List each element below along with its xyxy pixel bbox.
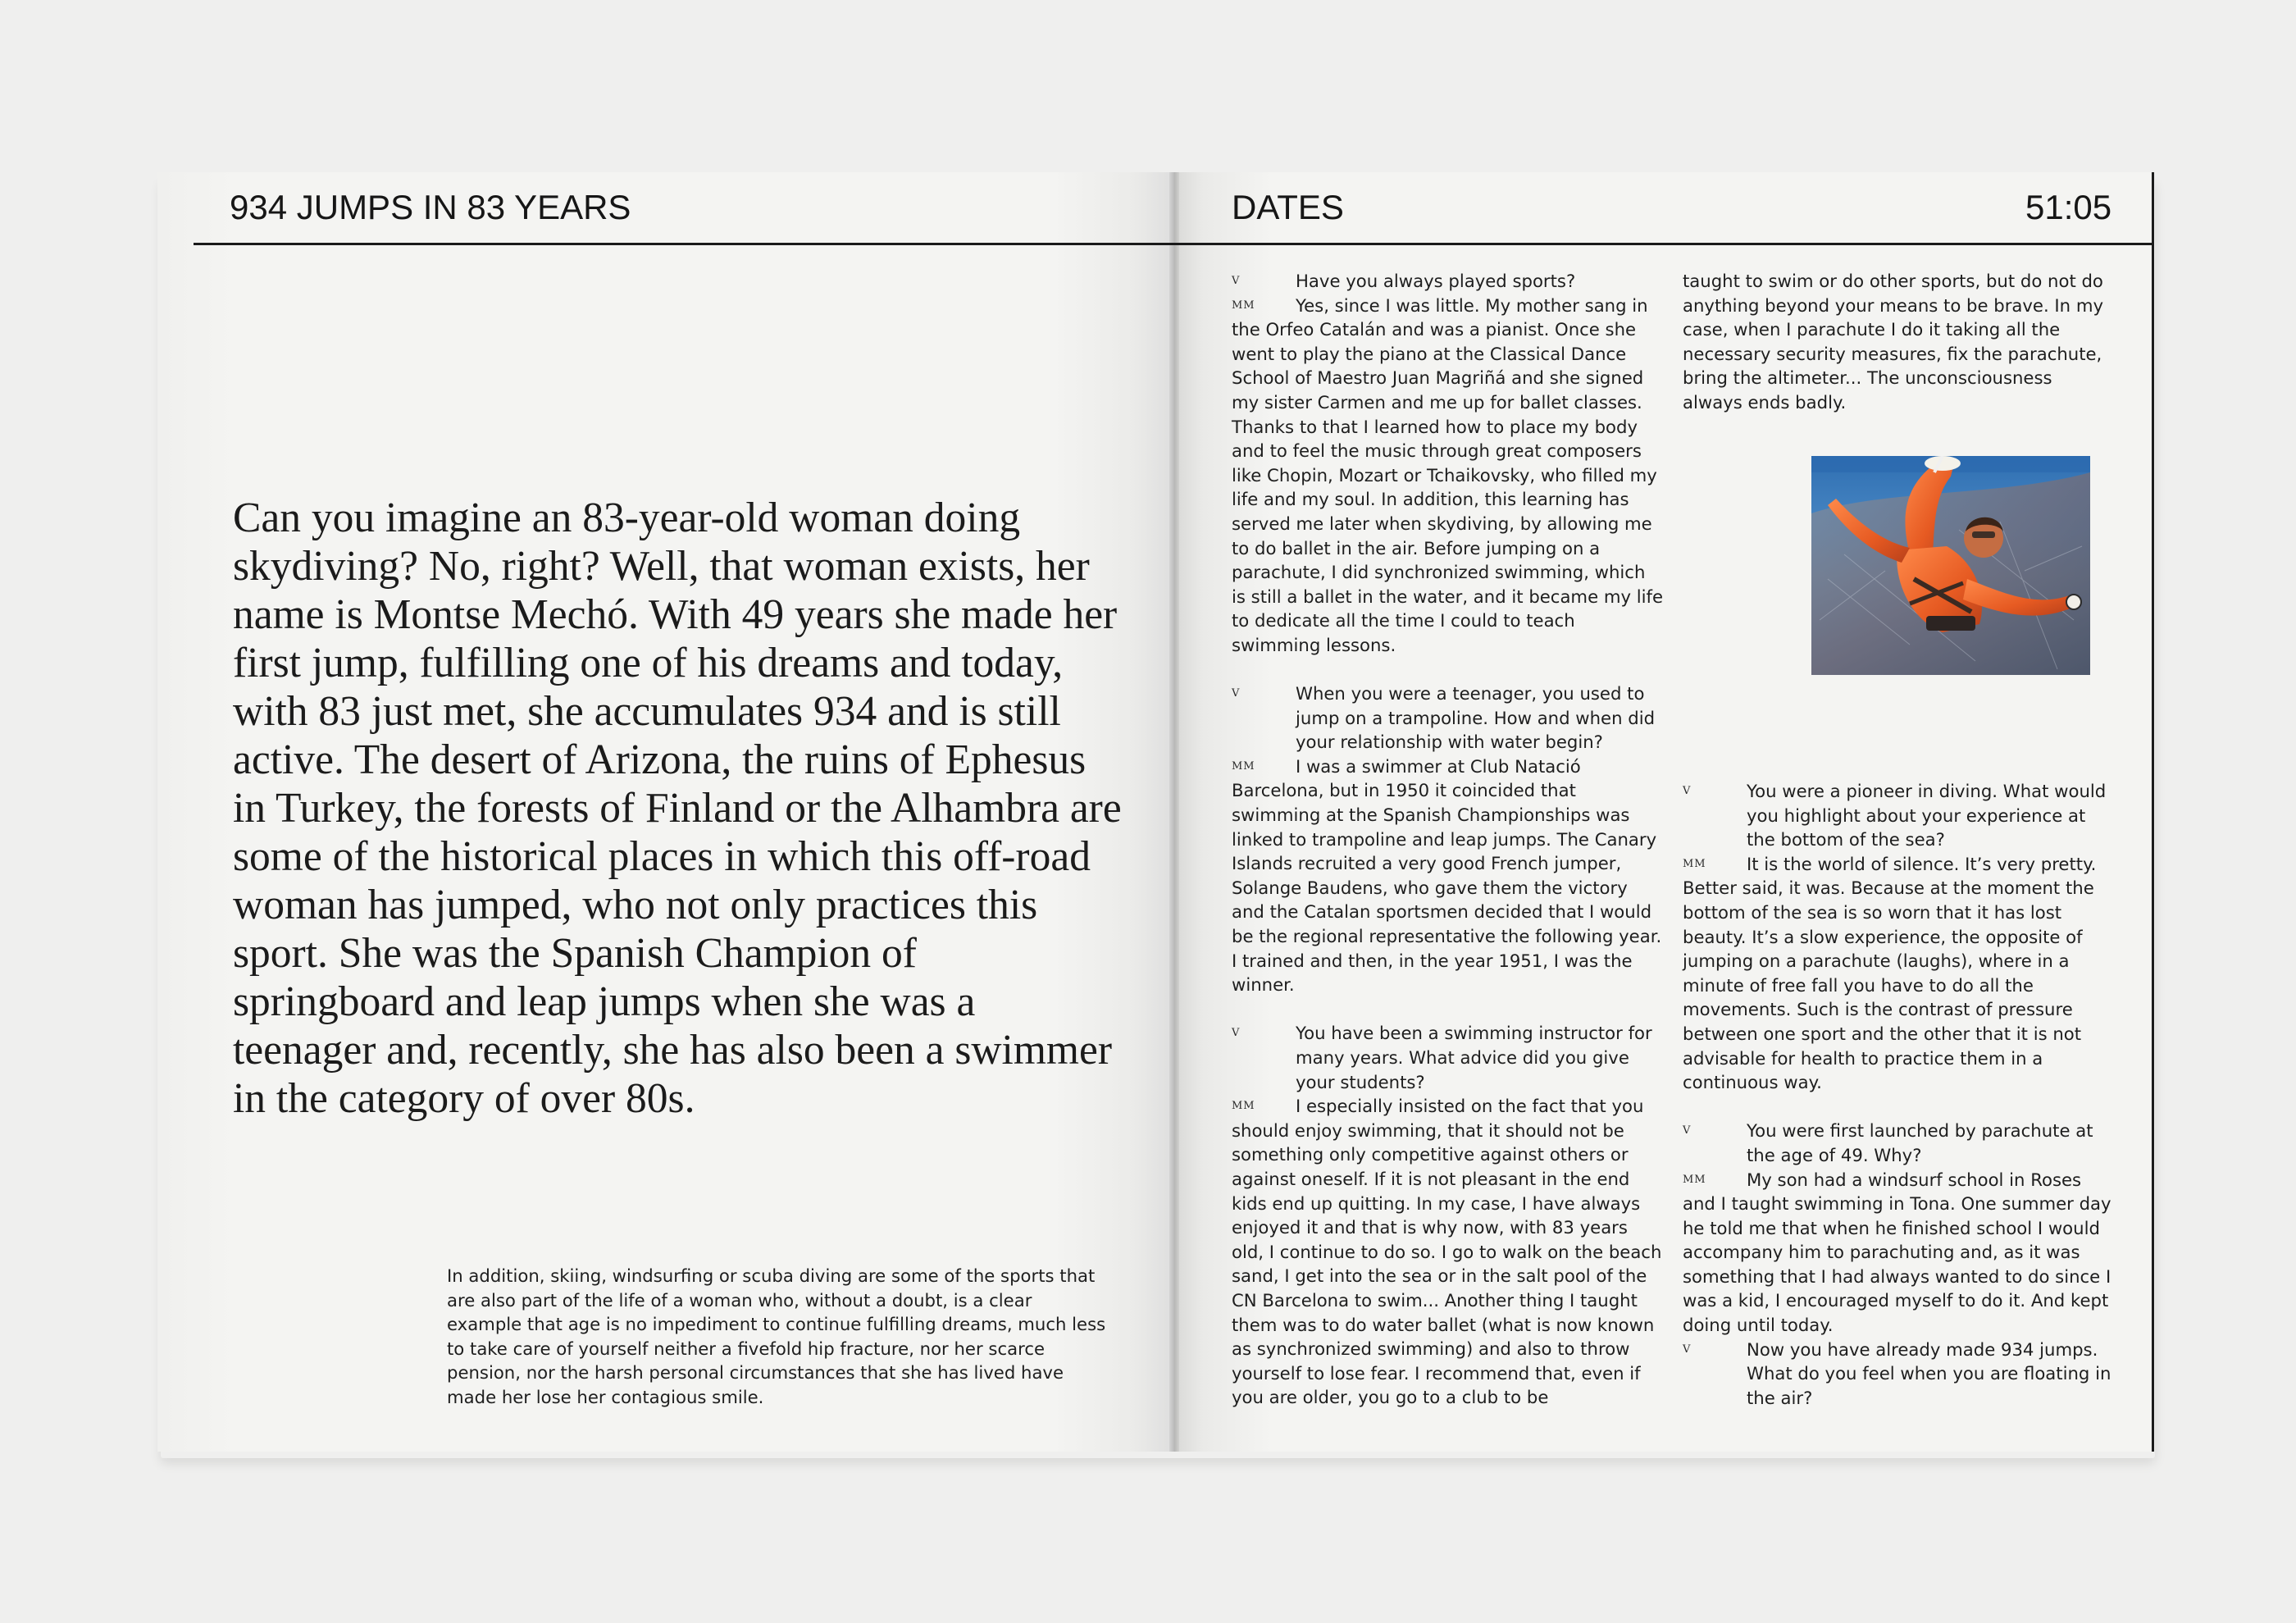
question-text: When you were a teenager, you used to jump on a trampoline. How and when did your relationship with water begin? [1296, 683, 1656, 753]
qa-block [1683, 1119, 2116, 1337]
qa-block [1232, 269, 1665, 658]
answer-text: My son had a windsurf school in Roses and I taught swimming in Tona. One summer day he told me that when he finished school I would accompany him to parachuting and, as it was something that I had always wanted to do since I was a kid, I encouraged myself to do it. And kept doing until today. [1683, 1169, 2112, 1336]
page-number: 51:05 [2025, 188, 2112, 226]
interview-answer [1232, 755, 1665, 997]
answer-text: I was a swimmer at Club Natació Barcelona, but in 1950 it coincided that swimming at the Spanish Championships was linked to trampoline and leap jumps. The Canary Islands recruited a very good French jumper, Solange Baudens, who gave them the victory and the Catalan sportsmen decided that I would be the regional representative the following year. I trained and then, in the year 1951, I was the winner. [1232, 755, 1662, 996]
qa-block [1232, 1021, 1665, 1410]
question-marker: V [1232, 275, 1241, 287]
question-marker: V [1683, 1343, 1692, 1356]
interview-column-1 [1232, 269, 1665, 1434]
answer-marker: MM [1683, 857, 1706, 870]
intro-body-paragraph: In addition, skiing, windsurfing or scuba diving are some of the sports that are also part of the life of a woman who, without a doubt, is a clear example that age is no impediment to continue fulfilling dreams, much less to take care of yourself neither a fivefold hip fracture, nor her scarce pension, nor the harsh personal circumstances that she has lived have made her lose her contagious smile. [447, 1265, 1106, 1407]
answer-marker: MM [1232, 759, 1255, 773]
question-marker: V [1683, 785, 1692, 797]
interview-question [1683, 779, 2116, 852]
interview-answer [1683, 852, 2116, 1095]
skydiver-photo [1811, 456, 2090, 675]
question-marker: V [1683, 1124, 1692, 1137]
book-spine [1169, 172, 1179, 1452]
qa-block [1683, 779, 2116, 1095]
interview-column-2-top [1683, 269, 2116, 415]
interview-question [1232, 269, 1665, 294]
question-text: You were first launched by parachute at the age of 49. Why? [1747, 1120, 2093, 1165]
interview-answer [1683, 1168, 2116, 1338]
interview-question [1232, 682, 1665, 755]
interview-answer [1232, 294, 1665, 658]
question-text: You have been a swimming instructor for many years. What advice did you give your students? [1296, 1023, 1652, 1092]
interview-question [1232, 1021, 1665, 1094]
interview-question-final [1683, 1338, 2116, 1411]
right-running-header: DATES [1232, 188, 1344, 226]
answer-marker: MM [1683, 1173, 1706, 1186]
answer-text: Yes, since I was little. My mother sang in the Orfeo Catalán and was a pianist. Once she went to play the piano at the Classical Dance School of Maestro Juan Magriñá and she signed my sister Carmen and me up for ballet classes. Thanks to that I learned how to place my body and to feel the music through great composers like Chopin, Mozart or Tchaikovsky, who filled my life and my soul. In addition, this learning has served me later when skydiving, by allowing me to do ballet in the air. Before jumping on a parachute, I did synchronized swimming, which is still a ballet in the water, and it became my life to dedicate all the time I could to teach swimming lessons. [1232, 294, 1664, 655]
question-marker: V [1232, 1027, 1241, 1040]
qa-block [1232, 682, 1665, 997]
question-text: Have you always played sports? [1296, 271, 1576, 291]
interview-column-2 [1683, 779, 2116, 1410]
answer-text: I especially insisted on the fact that you should enjoy swimming, that it should not be something only competitive against others or against oneself. If it is not pleasant in the end kids end up quitting. In my case, I have always enjoyed it and that is why now, with 83 years old, I continue to do so. I go to walk on the beach sand, I get into the sea or in the salt pool of the CN Barcelona to swim... Another thing I taught them was to do water ballet (what is now known as synchronized swimming) and also to throw yourself to lose fear. I recommend that, even if you are older, you go to a club to be [1232, 1096, 1662, 1408]
answer-continuation: taught to swim or do other sports, but do not do anything beyond your means to be brave. In my case, when I parachute I do it taking all the necessary security measures, fix the parachute, bring the altimeter... The unconsciousness always ends badly. [1683, 271, 2104, 413]
skydiver-illustration [1811, 456, 2090, 675]
answer-marker: MM [1232, 1100, 1255, 1113]
question-text: You were a pioneer in diving. What would you highlight about your experience at the bottom of the sea? [1747, 781, 2107, 850]
interview-question [1683, 1119, 2116, 1167]
question-text: Now you have already made 934 jumps. What do you feel when you are floating in the air? [1747, 1338, 2112, 1408]
question-marker: V [1232, 687, 1241, 700]
lead-paragraph: Can you imagine an 83-year-old woman doing skydiving? No, right? Well, that woman exists, her name is Montse Mechó. With 49 years she made her first jump, fulfilling one of his dreams and today, with 83 just met, she accumulates 934 and is still active. The desert of Arizona, the ruins of Ephesus in Turkey, the forests of Finland or the Alhambra are some of the historical places in which this off-road woman has jumped, who not only practices this sport. She was the Spanish Champion of springboard and leap jumps when she was a teenager and, recently, she has also been a swimmer in the category of over 80s. [233, 495, 1122, 1122]
left-running-header: 934 JUMPS IN 83 YEARS [230, 188, 631, 226]
answer-text: It is the world of silence. It’s very pretty. Better said, it was. Because at the moment the bottom of the sea is so worn that it has lost beauty. It’s a slow experience, the opposite of jumping on a parachute (laughs), where in a minute of free fall you have to do all the movements. Such is the contrast of pressure between one sport and the other that it is not advisable for health to practice them in a continuous way. [1683, 853, 2097, 1093]
header-rule [194, 243, 2152, 245]
answer-marker: MM [1232, 299, 1255, 312]
interview-answer [1232, 1094, 1665, 1410]
